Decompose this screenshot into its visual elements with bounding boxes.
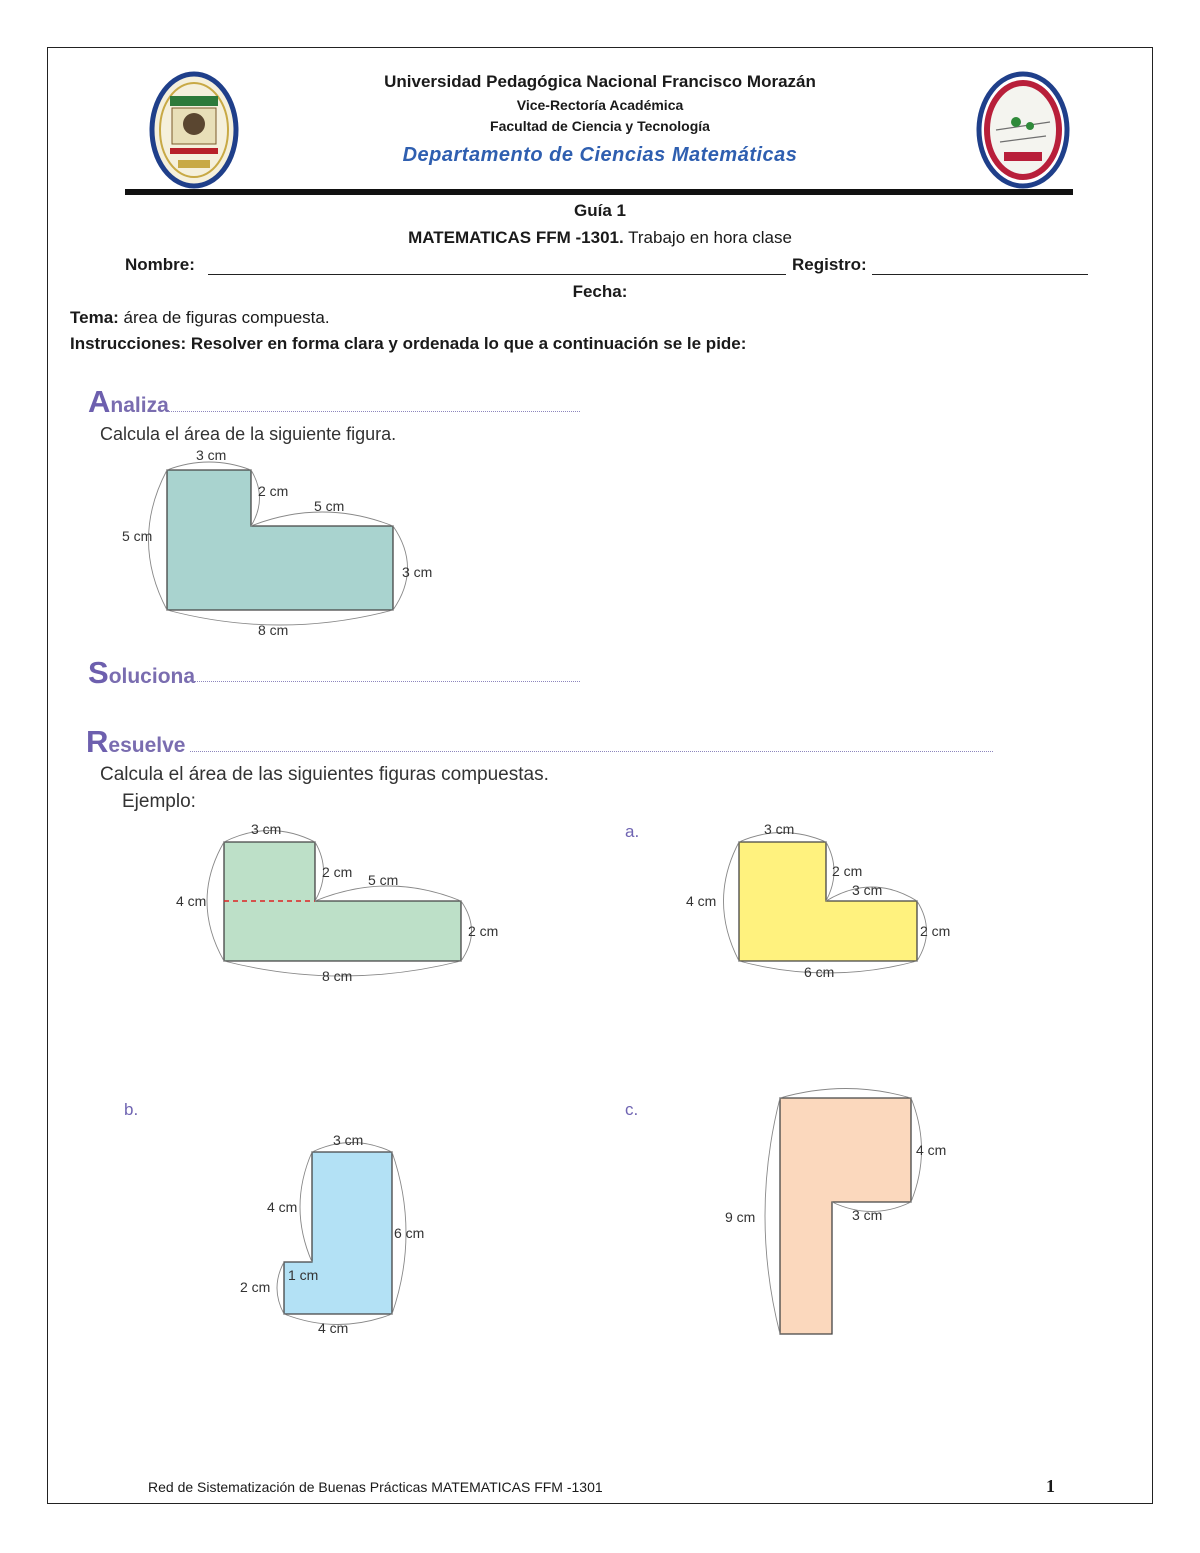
soluciona-initial: S [88, 655, 109, 690]
dim-label: 3 cm [764, 821, 795, 837]
dim-arc [251, 512, 393, 526]
course-line [250, 228, 950, 248]
analiza-rest: naliza [110, 394, 169, 417]
dim-arc [277, 1262, 284, 1314]
exercise-c-letter: c. [625, 1100, 639, 1119]
soluciona-dotline [188, 681, 580, 682]
resuelve-prompt: Calcula el área de las siguientes figuras compuestas. [100, 764, 549, 785]
facultad: Facultad de Ciencia y Tecnología [490, 118, 710, 134]
dim-label: 2 cm [322, 864, 353, 880]
dim-arc [780, 1089, 911, 1099]
tema-line [70, 308, 330, 328]
dim-label: 2 cm [258, 483, 289, 499]
example-figure [160, 815, 520, 995]
dim-label: 3 cm [333, 1132, 364, 1148]
analiza-heading [88, 384, 169, 420]
matematicas-logo [976, 70, 1070, 190]
dim-label: 1 cm [288, 1267, 319, 1283]
dim-label: 5 cm [368, 872, 399, 888]
footer-text: Red de Sistematización de Buenas Prácticas MATEMATICAS FFM -1301 [148, 1479, 603, 1495]
dim-label: 4 cm [267, 1199, 298, 1215]
dim-label: 8 cm [322, 968, 353, 984]
dim-arc [315, 886, 461, 901]
dim-label: 3 cm [852, 1207, 883, 1223]
exercise-c-figure [720, 1085, 970, 1345]
dim-label: 6 cm [804, 964, 835, 980]
nombre-label: Nombre: [125, 255, 195, 274]
instructions: Instrucciones: Resolver en forma clara y ordenada lo que a continuación se le pide: [70, 334, 747, 353]
dim-label: 8 cm [258, 622, 289, 638]
exercise-c-shape [780, 1098, 911, 1334]
dim-label: 3 cm [852, 882, 883, 898]
registro-label: Registro: [792, 255, 867, 274]
dim-label: 9 cm [725, 1209, 756, 1225]
resuelve-initial: R [86, 724, 109, 759]
header-rule [125, 189, 1073, 195]
exercise-a-shape [739, 842, 917, 961]
dim-label: 4 cm [176, 893, 207, 909]
course-code: MATEMATICAS FFM -1301. [408, 228, 624, 247]
dim-label: 4 cm [318, 1320, 349, 1336]
exercise-a-letter: a. [625, 822, 640, 841]
resuelve-dotline [190, 751, 993, 752]
university-seal-logo [148, 70, 240, 190]
dim-label: 2 cm [920, 923, 951, 939]
example-shape [224, 842, 461, 961]
dim-label: 2 cm [240, 1279, 271, 1295]
exercise-b-shape [284, 1152, 392, 1314]
analiza-initial: A [88, 384, 111, 419]
analiza-figure [110, 440, 450, 650]
dim-arc [167, 462, 251, 470]
exercise-b-letter: b. [124, 1100, 139, 1119]
nombre-field[interactable] [208, 274, 786, 275]
fecha-label: Fecha: [572, 282, 628, 301]
dim-arc [765, 1098, 780, 1334]
dim-label: 4 cm [686, 893, 717, 909]
dim-label: 2 cm [832, 863, 863, 879]
dim-label: 4 cm [916, 1142, 947, 1158]
dim-label: 2 cm [468, 923, 499, 939]
course-desc: Trabajo en hora clase [623, 228, 792, 247]
resuelve-heading [86, 724, 185, 760]
exercise-b-figure [230, 1125, 450, 1345]
page-number: 1 [1046, 1476, 1055, 1496]
dim-label: 3 cm [251, 821, 282, 837]
resuelve-rest: esuelve [108, 734, 186, 757]
guide-title: Guía 1 [574, 201, 626, 220]
dim-label: 5 cm [122, 528, 153, 544]
soluciona-rest: oluciona [108, 665, 196, 688]
analiza-dotline [168, 411, 580, 412]
tema-label: Tema: [70, 308, 119, 327]
dim-arc [724, 842, 740, 961]
vice-rectoria: Vice-Rectoría Académica [516, 97, 684, 113]
dim-label: 5 cm [314, 498, 345, 514]
tema-text: área de figuras compuesta. [118, 308, 330, 327]
dim-arc [207, 842, 224, 961]
exercise-a-figure [680, 815, 980, 990]
dim-label: 6 cm [394, 1225, 425, 1241]
soluciona-heading [88, 655, 195, 691]
dim-label: 3 cm [402, 564, 433, 580]
departamento: Departamento de Ciencias Matemáticas [402, 144, 798, 166]
example-label: Ejemplo: [122, 791, 196, 812]
dim-label: 3 cm [196, 447, 227, 463]
analiza-prompt: Calcula el área de la siguiente figura. [100, 424, 397, 444]
dim-arc [300, 1152, 312, 1262]
university-name: Universidad Pedagógica Nacional Francisco Morazán [384, 72, 816, 91]
registro-field[interactable] [872, 274, 1088, 275]
